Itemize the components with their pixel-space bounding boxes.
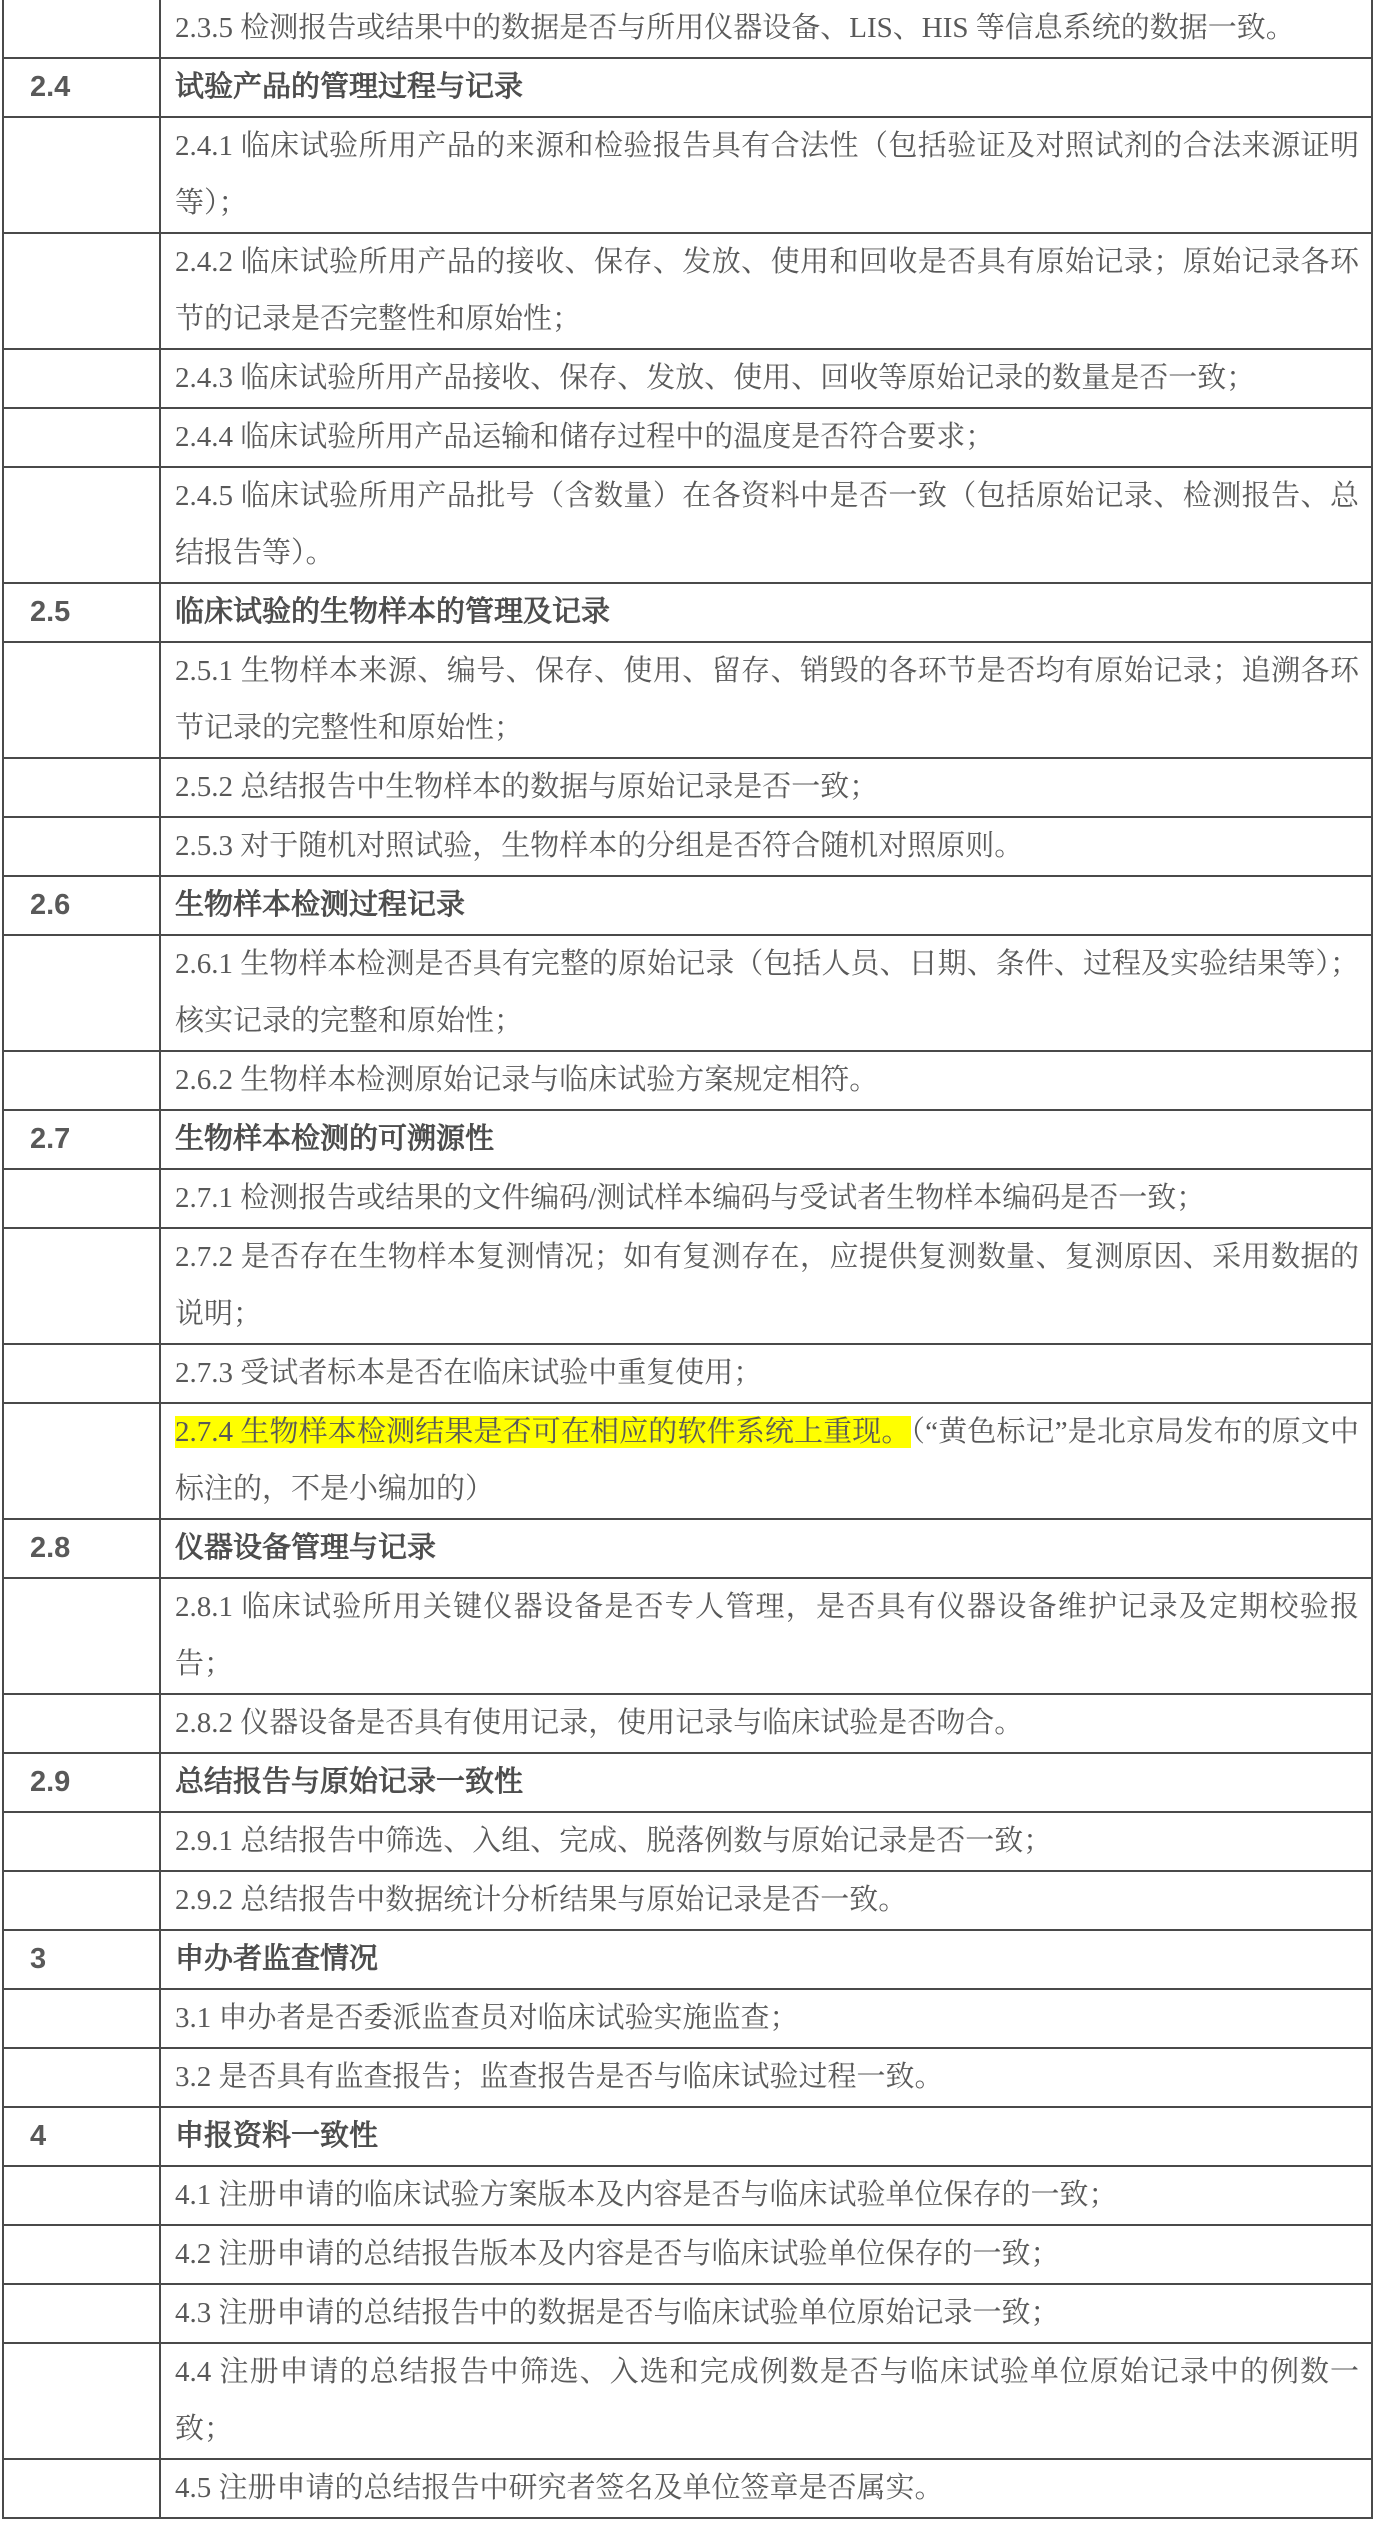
- row-number-cell: [3, 817, 160, 876]
- row-number-cell: [3, 1403, 160, 1519]
- row-number-cell: [3, 1871, 160, 1930]
- row-text-cell: [160, 58, 1372, 117]
- row-number-cell: [3, 1228, 160, 1344]
- row-number-cell: 2.7: [3, 1110, 160, 1169]
- row-text-cell: [160, 467, 1372, 583]
- row-text: 2.6.2 生物样本检测原始记录与临床试验方案规定相符。: [175, 1064, 879, 1096]
- row-text-cell: [160, 1930, 1372, 1989]
- row-number-cell: [3, 1169, 160, 1228]
- row-text-cell: [160, 1344, 1372, 1403]
- row-text: 试验产品的管理过程与记录: [175, 71, 524, 103]
- inspection-checklist-table: [2, 0, 1373, 2519]
- row-number-cell: [3, 1051, 160, 1110]
- table-row: [3, 1694, 1372, 1753]
- row-number-cell: [3, 1989, 160, 2048]
- table-row: [3, 117, 1372, 233]
- row-text: 4.5 注册申请的总结报告中研究者签名及单位签章是否属实。: [175, 2472, 944, 2504]
- row-text-cell: [160, 0, 1372, 58]
- row-text: 2.5.1 生物样本来源、编号、保存、使用、留存、销毁的各环节是否均有原始记录；追溯各环节记录的完整性和原始性；: [175, 655, 1359, 744]
- table-row: [3, 817, 1372, 876]
- table-row: [3, 583, 1372, 642]
- row-text-cell: [160, 2459, 1372, 2518]
- row-number-cell: 2.8: [3, 1519, 160, 1578]
- row-text-cell: [160, 2343, 1372, 2459]
- table-row: [3, 2107, 1372, 2166]
- table-row: [3, 1403, 1372, 1519]
- row-text-cell: [160, 758, 1372, 817]
- table-row: [3, 2166, 1372, 2225]
- row-number-cell: [3, 2048, 160, 2107]
- row-text: 4.1 注册申请的临床试验方案版本及内容是否与临床试验单位保存的一致；: [175, 2179, 1118, 2211]
- table-row: [3, 2048, 1372, 2107]
- row-number-cell: [3, 1578, 160, 1694]
- row-text: 4.3 注册申请的总结报告中的数据是否与临床试验单位原始记录一致；: [175, 2297, 1060, 2329]
- row-text: 2.4.5 临床试验所用产品批号（含数量）在各资料中是否一致（包括原始记录、检测报告、总结报告等）。: [175, 480, 1359, 569]
- row-text-cell: [160, 2107, 1372, 2166]
- row-text-cell: [160, 1228, 1372, 1344]
- row-number-cell: 2.9: [3, 1753, 160, 1812]
- row-text-cell: [160, 349, 1372, 408]
- table-row: [3, 349, 1372, 408]
- row-text: 2.5.2 总结报告中生物样本的数据与原始记录是否一致；: [175, 771, 879, 803]
- row-text: 4.2 注册申请的总结报告版本及内容是否与临床试验单位保存的一致；: [175, 2238, 1060, 2270]
- table-row: [3, 1110, 1372, 1169]
- row-text-cell: [160, 2166, 1372, 2225]
- table-row: [3, 2459, 1372, 2518]
- row-number-cell: [3, 349, 160, 408]
- table-row: [3, 642, 1372, 758]
- row-text: 2.6.1 生物样本检测是否具有完整的原始记录（包括人员、日期、条件、过程及实验结果等）；核实记录的完整和原始性；: [175, 948, 1359, 1037]
- table-body: [3, 0, 1372, 2518]
- row-text-cell: [160, 1989, 1372, 2048]
- row-text: 3.2 是否具有监查报告；监查报告是否与临床试验过程一致。: [175, 2061, 944, 2093]
- row-text: 总结报告与原始记录一致性: [175, 1766, 524, 1798]
- row-number-cell: 2.6: [3, 876, 160, 935]
- row-text: 2.8.1 临床试验所用关键仪器设备是否专人管理，是否具有仪器设备维护记录及定期校验报告；: [175, 1591, 1359, 1680]
- row-text: 生物样本检测的可溯源性: [175, 1123, 495, 1155]
- row-text: 2.7.3 受试者标本是否在临床试验中重复使用；: [175, 1357, 763, 1389]
- row-number-cell: [3, 642, 160, 758]
- row-text: 2.3.5 检测报告或结果中的数据是否与所用仪器设备、LIS、HIS 等信息系统的数据一致。: [175, 12, 1295, 44]
- table-row: [3, 2284, 1372, 2343]
- table-row: [3, 1871, 1372, 1930]
- row-text-cell: [160, 1812, 1372, 1871]
- row-text-cell: [160, 583, 1372, 642]
- table-row: [3, 1344, 1372, 1403]
- row-text: 2.8.2 仪器设备是否具有使用记录，使用记录与临床试验是否吻合。: [175, 1707, 1024, 1739]
- table-row: [3, 876, 1372, 935]
- row-text: 2.4.2 临床试验所用产品的接收、保存、发放、使用和回收是否具有原始记录；原始记录各环节的记录是否完整性和原始性；: [175, 246, 1359, 335]
- row-number-cell: 3: [3, 1930, 160, 1989]
- row-number-cell: 2.5: [3, 583, 160, 642]
- row-number-cell: [3, 467, 160, 583]
- row-number-cell: 4: [3, 2107, 160, 2166]
- row-text-cell: [160, 817, 1372, 876]
- row-text-cell: [160, 1051, 1372, 1110]
- table-row: [3, 0, 1372, 58]
- row-number-cell: [3, 2343, 160, 2459]
- row-text: 临床试验的生物样本的管理及记录: [175, 596, 611, 628]
- row-text: 2.5.3 对于随机对照试验，生物样本的分组是否符合随机对照原则。: [175, 830, 1024, 862]
- row-number-cell: [3, 117, 160, 233]
- row-text: 申办者监查情况: [175, 1943, 379, 1975]
- row-text-cell: [160, 2225, 1372, 2284]
- row-text-cell: [160, 2284, 1372, 2343]
- row-text-cell: [160, 1403, 1372, 1519]
- row-text-cell: [160, 876, 1372, 935]
- table-row: [3, 467, 1372, 583]
- row-number-cell: [3, 935, 160, 1051]
- row-number-cell: [3, 2225, 160, 2284]
- row-text: 仪器设备管理与记录: [175, 1532, 437, 1564]
- row-number-cell: [3, 2459, 160, 2518]
- row-text-cell: [160, 2048, 1372, 2107]
- row-text: 2.4.1 临床试验所用产品的来源和检验报告具有合法性（包括验证及对照试剂的合法来源证明等）；: [175, 130, 1359, 219]
- row-number-cell: [3, 1694, 160, 1753]
- row-text: 2.9.2 总结报告中数据统计分析结果与原始记录是否一致。: [175, 1884, 908, 1916]
- row-text-cell: [160, 935, 1372, 1051]
- row-number-cell: [3, 2166, 160, 2225]
- highlighted-text: 2.7.4 生物样本检测结果是否可在相应的软件系统上重现。: [175, 1416, 911, 1448]
- table-row: [3, 2343, 1372, 2459]
- table-row: [3, 1519, 1372, 1578]
- row-number-cell: [3, 408, 160, 467]
- table-row: [3, 935, 1372, 1051]
- table-row: [3, 58, 1372, 117]
- row-text-cell: [160, 117, 1372, 233]
- row-text: 生物样本检测过程记录: [175, 889, 466, 921]
- row-text-cell: [160, 233, 1372, 349]
- row-text: 3.1 申办者是否委派监查员对临床试验实施监查；: [175, 2002, 799, 2034]
- row-text-cell: [160, 1110, 1372, 1169]
- row-number-cell: [3, 1344, 160, 1403]
- row-text-cell: [160, 1578, 1372, 1694]
- row-text-cell: [160, 1871, 1372, 1930]
- row-text-cell: [160, 1169, 1372, 1228]
- row-text: （“黄色标记”是北京局发布的原文中标注的，不是小编加的）: [175, 1416, 1359, 1505]
- row-number-cell: 2.4: [3, 58, 160, 117]
- table-row: [3, 1578, 1372, 1694]
- table-row: [3, 1051, 1372, 1110]
- table-row: [3, 2225, 1372, 2284]
- table-row: [3, 1228, 1372, 1344]
- row-text-cell: [160, 408, 1372, 467]
- table-row: [3, 1930, 1372, 1989]
- table-row: [3, 408, 1372, 467]
- table-row: [3, 1989, 1372, 2048]
- row-text: 2.4.3 临床试验所用产品接收、保存、发放、使用、回收等原始记录的数量是否一致；: [175, 362, 1256, 394]
- row-number-cell: [3, 2284, 160, 2343]
- row-text-cell: [160, 1519, 1372, 1578]
- row-text: 2.7.2 是否存在生物样本复测情况；如有复测存在，应提供复测数量、复测原因、采用数据的说明；: [175, 1241, 1359, 1330]
- row-number-cell: [3, 233, 160, 349]
- table-row: [3, 233, 1372, 349]
- row-text: 2.7.1 检测报告或结果的文件编码/测试样本编码与受试者生物样本编码是否一致；: [175, 1182, 1206, 1214]
- row-text-cell: [160, 642, 1372, 758]
- row-text-cell: [160, 1694, 1372, 1753]
- row-text: 2.4.4 临床试验所用产品运输和储存过程中的温度是否符合要求；: [175, 421, 995, 453]
- table-row: [3, 1169, 1372, 1228]
- table-row: [3, 1812, 1372, 1871]
- row-number-cell: [3, 1812, 160, 1871]
- row-number-cell: [3, 0, 160, 58]
- row-number-cell: [3, 758, 160, 817]
- row-text: 4.4 注册申请的总结报告中筛选、入选和完成例数是否与临床试验单位原始记录中的例数一致；: [175, 2356, 1359, 2445]
- row-text-cell: [160, 1753, 1372, 1812]
- row-text: 申报资料一致性: [175, 2120, 379, 2152]
- row-text: 2.9.1 总结报告中筛选、入组、完成、脱落例数与原始记录是否一致；: [175, 1825, 1053, 1857]
- table-row: [3, 1753, 1372, 1812]
- table-row: [3, 758, 1372, 817]
